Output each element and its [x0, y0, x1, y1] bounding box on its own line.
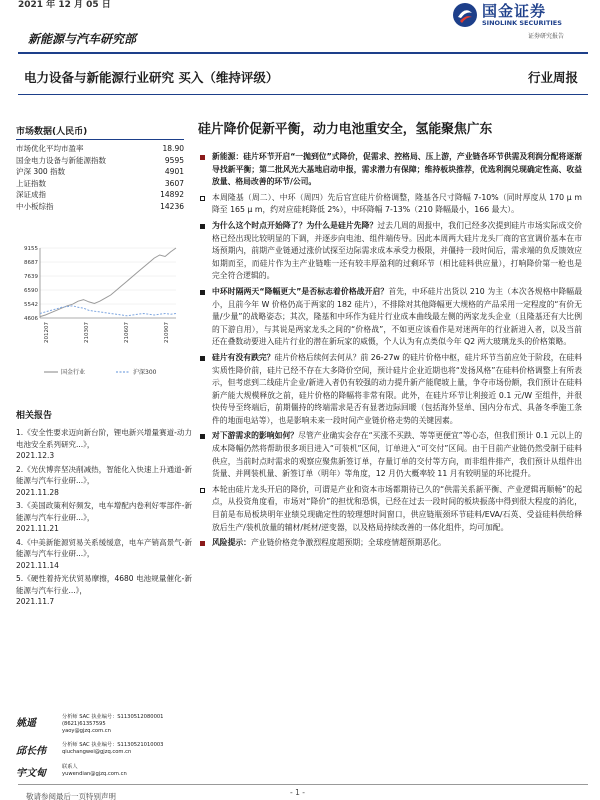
related-report-date: 2021.12.3: [16, 451, 55, 460]
analyst-info: [62, 742, 163, 756]
related-report-title: 2.《光伏博弈坚决削减热，智能化入快速上升通道-新能源与汽车行业研...》，: [16, 464, 192, 485]
market-row: [16, 189, 184, 201]
bullet-icon: [200, 434, 205, 439]
market-label: 上证指数: [16, 178, 46, 188]
market-label: 沪深 300 指数: [16, 167, 66, 177]
related-report-item[interactable]: [16, 500, 192, 535]
market-label: 深证成指: [16, 190, 46, 200]
bullet-icon: [200, 155, 205, 160]
y-tick-label: 5542: [24, 302, 38, 308]
footer-divider: [18, 784, 588, 785]
related-reports-list: [16, 427, 192, 608]
bullet-icon: [200, 196, 205, 201]
analyst-name: 邱长伟: [16, 746, 46, 757]
paragraph-price-cut: 本周隆基（周二）、中环（周四）先后官宣硅片价格调整，隆基各尺寸降幅 7-10%（同时厚度从 170 μ m 降至 165 μ m，约对应硅耗降低 2%），中环降幅 7-13%（210 降幅最小，166 最大）。: [194, 192, 582, 217]
analyst-info: [62, 714, 163, 735]
report-title: 电力设备与新能源行业研究 买入（维持评级）: [24, 70, 279, 85]
market-value: 18.90: [162, 144, 184, 153]
risk-warning: 风险提示：产业链价格竞争激烈程度超预期；全球疫情超预期恶化。: [194, 537, 582, 550]
analyst-info: [62, 764, 127, 778]
market-value: 9595: [164, 155, 184, 165]
logo-name: 国金证券: [482, 2, 547, 20]
related-reports-panel: [16, 408, 192, 610]
bullet-icon: [200, 541, 205, 546]
paragraph-price-war: 中环时隔两天“降幅更大”是否标志着价格战开启？首先，中环硅片出货以 210 为主（本次各规格中降幅最小，且前今年 W 价格仍高于两家的 182 硅片），不排除对其他降幅更大规格的产品采用一定程度的“有价无量/少量”的战略姿态；其次，隆基和中环作为硅片行业成本曲线最左侧的两家龙头企业（且隆基还有大比例的下游自用），与其说是两家龙头之间的“价格战”，不如更应该看作是对迷两年的行业新进入者，以及当前还在叠数动要进入硅片行业的潜在新玩家的威慑，个人认为有点类似今年 Q2 两大玻璃龙头的价格策略。: [194, 286, 582, 349]
related-report-date: 2021.11.7: [16, 597, 55, 606]
page-number: - 1 -: [290, 788, 305, 797]
bullet-icon: [200, 224, 205, 229]
market-data-title: 市场数据(人民币): [16, 124, 184, 140]
y-tick-label: 6590: [24, 288, 38, 294]
series-line-0: [40, 248, 176, 317]
market-value: 3607: [164, 178, 184, 188]
logo-english: SINOLINK SECURITIES: [482, 19, 562, 27]
analyst-card: [16, 714, 192, 735]
report-type: 行业周报: [527, 70, 578, 85]
market-label: 市场优化平均市盈率: [16, 144, 84, 153]
related-report-date: 2021.11.21: [16, 524, 59, 533]
index-trend-chart: [16, 240, 184, 380]
analyst-role: 分析师 SAC 执业编号：S1130521010003: [62, 742, 164, 748]
market-row: [16, 178, 184, 190]
analyst-email[interactable]: qiuchangwei@gjzq.com.cn: [62, 749, 132, 755]
related-report-title: 1.《安全性要求迈向新台阶，锂电新兴增量赛道-动力电池安全系列研究...》，: [16, 428, 192, 449]
analyst-email[interactable]: yaoy@gjzq.com.cn: [62, 728, 111, 734]
paragraph-why-now: 为什么这个时点开始降了？为什么是硅片先降？过去几周的周报中，我们已经多次提到硅片市场实际成交价格已经出现比较明显的下调，并逐步向电池、组件端传导。因此本周两大硅片龙头厂商的官宣调价基本在市场预期内，前期产业链通过涨价试探至边际需求成本承受力极限，并僵持一段时间后，需求端的负反馈效应如期而至，而硅片作为主产业链唯一还有较丰厚盈利的过剩环节（相比硅料供应量），打响降价第一枪也是完全符合逻辑的。: [194, 220, 582, 283]
analyst-card: [16, 742, 192, 757]
disclaimer-note: 敬请参阅最后一页特别声明: [26, 792, 116, 800]
y-tick-label: 4606: [24, 316, 38, 322]
paragraph-demand-impact: 对下游需求的影响如何？尽管产业确实会存在“买涨不买跌、等等更便宜”等心态，但我们预计 0.1 元以上的成本降幅仍然将帮助很多项目进入“可装机”区间，订单进入“可交付”区间。由于目前产业链仍然受制于硅料供应，当前时点时需求的观察应聚焦新签订单，存量订单的交付等方向，而非组件排产，我们预计从组件出货量、并网装机量、新签订单（明年）等角度，12 月仍大概率较 11 月有较明显的环比提升。: [194, 430, 582, 480]
title-divider: [18, 94, 588, 95]
x-tick-label: 210307: [84, 322, 90, 343]
analyst-card: [16, 764, 192, 779]
market-value: 14236: [160, 201, 184, 211]
report-date: 2021 年 12 月 05 日: [18, 0, 111, 10]
sinolink-logo-icon: [452, 2, 478, 28]
related-report-title: 3.《美国政策利好频发，电车增配内卷利好零部件-新能源与汽车行业研...》，: [16, 501, 192, 522]
x-tick-label: 210907: [164, 322, 170, 343]
market-row: [16, 155, 184, 167]
analyst-role: 联系人: [62, 764, 78, 770]
market-value: 4901: [164, 167, 184, 177]
paragraph-investment-view: 本轮由硅片龙头开启的降价，可谓是产业和资本市场都期待已久的“供需关系新平衡、产业逻辑再顺畅”的起点，从投资角度看，市场对“降价”的担忧和恐惧，已经在过去一段时间的板块振荡中得到很大程度的消化，目前是布局板块明年业绩兑现确定性的较理想时间窗口，供应链瓶颈环节硅料/EVA/石英、受益硅料供给释放后生产/装机放量的辅材/耗材/逆变器，以及格局持续改善的一体化组件，均可加配。: [194, 484, 582, 534]
legend-label: 沪深300: [133, 369, 157, 376]
analysts-panel: [16, 714, 192, 786]
related-report-date: 2021.11.14: [16, 560, 59, 570]
y-tick-label: 7639: [24, 274, 38, 280]
market-label: 中小板综指: [16, 201, 54, 211]
related-report-item[interactable]: [16, 537, 192, 572]
header-divider: [18, 52, 588, 54]
paragraph-wafer-outlook: 硅片有没有跌完？硅片价格后续何去何从？前 26-27w 的硅片价格中枢，硅片环节当前应处于阶段，在硅料实质性降价前，硅片已经不存在大多降价空间，预计硅片企业近期也将“发扬风格”在硅料价格调整上有所表示，但考虑到二线硅片企业/新进入者仍有较强的动力提升新产能爬坡上量，争夺市场份额，我们预计在硅料新产能大规模释放之前，硅片价格的降幅将非常有限。此外，在硅片环节让利接近 0.1 元/W 至组件，并很快传导至终端后，前期僵持的终端需求是否有显著边际回暖（包括海外竖单、国内分布式、具备冬季施工条件的地面电站等），也是影响未来一段时间产业链价格走势的关键因素。: [194, 352, 582, 428]
report-body: [194, 114, 582, 553]
analyst-email[interactable]: yuwendian@gjzq.com.cn: [62, 771, 127, 777]
logo-subtitle: 证券研究报告: [528, 33, 565, 40]
department-name: 新能源与汽车研究部: [28, 32, 137, 46]
market-row: [16, 143, 184, 155]
analyst-name: 宇文甸: [16, 768, 46, 779]
analyst-phone: (8621)61357595: [62, 721, 106, 727]
x-tick-label: 210607: [124, 322, 130, 343]
brand-logo: [452, 0, 592, 48]
market-data-table: [16, 143, 184, 213]
related-report-date: 2021.11.28: [16, 487, 59, 497]
analyst-name: 姚遥: [16, 718, 36, 729]
legend-label: 国金行业: [61, 369, 86, 376]
related-report-item[interactable]: [16, 573, 192, 608]
related-report-item[interactable]: [16, 464, 192, 499]
related-report-title: 5.《硬性着持光伏贸易摩擦，4680 电池规量催化-新能源与汽车行业...》，: [16, 574, 192, 595]
series-line-1: [40, 306, 176, 316]
summary-paragraph: 新能源：硅片环节开启“一抛到位”式降价，促需求、控格局、压上游，产业链各环节供需及利润分配将逐渐导找新平衡；第二批风光大基地启动申报，需求潜力有保障；维持板块推荐，优选利润兑现确定性高、收益放量、格局改善的环节/公司。: [194, 151, 582, 189]
y-tick-label: 8687: [24, 260, 38, 266]
market-label: 国金电力设备与新能源指数: [16, 155, 106, 165]
y-tick-label: 9155: [24, 246, 38, 252]
related-report-title: 4.《中美新能源贸易关系缓缓意，电车产销高景气-新能源与汽车行业研...》，: [16, 537, 192, 558]
headline: 硅片降价促新平衡，动力电池重安全，氢能聚焦广东: [198, 122, 493, 137]
bullet-icon: [200, 356, 205, 361]
market-row: [16, 166, 184, 178]
related-report-item[interactable]: [16, 427, 192, 462]
x-tick-label: 201207: [44, 322, 50, 343]
bullet-icon: [200, 290, 205, 295]
analyst-role: 分析师 SAC 执业编号：S1130512080001: [62, 714, 164, 720]
market-row: [16, 201, 184, 213]
market-value: 14892: [160, 190, 184, 200]
bullet-icon: [200, 488, 205, 493]
related-reports-title: 相关报告: [16, 411, 53, 421]
market-data-panel: [16, 124, 184, 213]
